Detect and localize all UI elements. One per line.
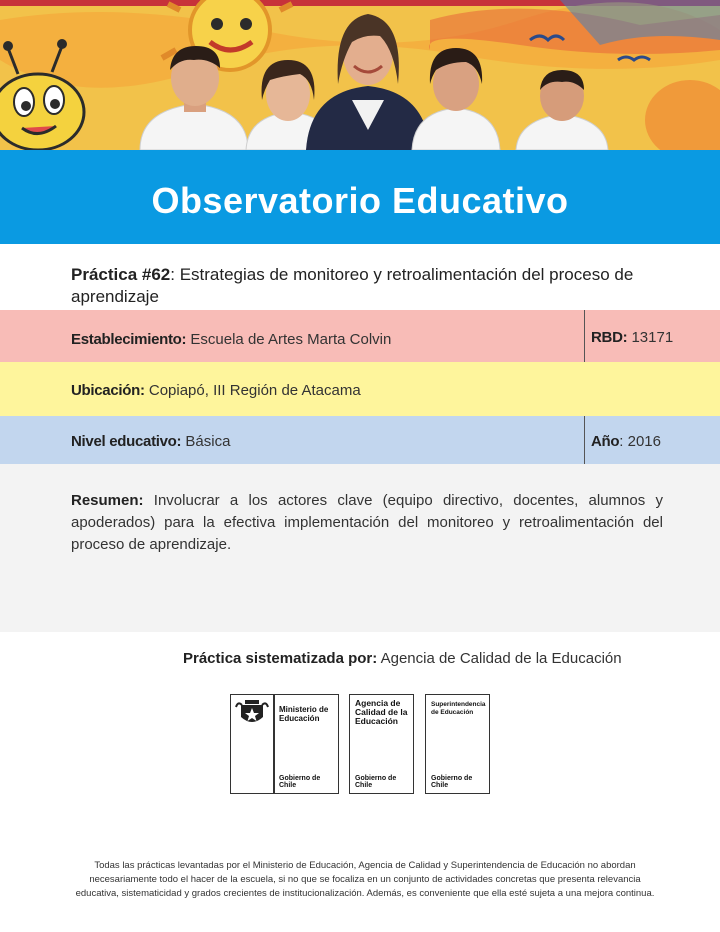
nivel-label: Nivel educativo: bbox=[71, 433, 182, 450]
footer-line-2: necesariamente todo el hacer de la escuela, si no que se focaliza en un conjunto de actividades concretas que presenta relevancia bbox=[89, 874, 641, 885]
agencia-logo bbox=[349, 694, 414, 794]
chile-coat-of-arms-icon bbox=[235, 699, 269, 729]
hero-illustration bbox=[0, 0, 720, 150]
row-nivel-educativo bbox=[0, 416, 720, 464]
anio-value: : 2016 bbox=[619, 433, 661, 450]
row-establecimiento bbox=[0, 310, 720, 362]
row-divider bbox=[584, 310, 585, 362]
row-ubicacion bbox=[0, 362, 720, 416]
gobierno-label: Gobierno de Chile bbox=[431, 775, 473, 789]
rbd-value: 13171 bbox=[631, 329, 674, 346]
ubicacion-value: Copiapó, III Región de Atacama bbox=[148, 382, 361, 399]
gobierno-label: Gobierno de Chile bbox=[355, 775, 397, 789]
practice-title bbox=[71, 264, 671, 308]
summary-label: Resumen: bbox=[71, 492, 144, 509]
establecimiento-value: Escuela de Artes Marta Colvin bbox=[190, 331, 392, 348]
footer-line-1: Todas las prácticas levantadas por el Ministerio de Educación, Agencia de Calidad y Superintendencia de Educación no abordan bbox=[94, 860, 636, 871]
systematized-by bbox=[183, 650, 622, 667]
footer-line-3: educativa, sistematicidad y grados crecientes de institucionalización. Además, es conveniente que ella esté sujeta a una mejora continua. bbox=[75, 888, 655, 899]
nivel-value: Básica bbox=[185, 433, 231, 450]
title-banner bbox=[0, 150, 720, 244]
agencia-name: Agencia de Calidad de la Educación bbox=[355, 698, 408, 726]
summary-section bbox=[0, 464, 720, 632]
summary-text: Involucrar a los actores clave (equipo directivo, docentes, alumnos y apoderados) para la efectiva implementación del monitoreo y retroalimentación del proceso de aprendizaje. bbox=[71, 492, 663, 553]
logo-divider bbox=[273, 695, 275, 793]
ministerio-logo bbox=[230, 694, 339, 794]
hero-photo bbox=[0, 0, 720, 150]
establecimiento-label: Establecimiento: bbox=[71, 331, 187, 348]
page-title: Observatorio Educativo bbox=[151, 180, 569, 221]
footer-disclaimer bbox=[60, 859, 670, 901]
superintendencia-name: Superintendencia de Educación bbox=[431, 701, 486, 716]
systematized-label: Práctica sistematizada por: bbox=[183, 650, 378, 667]
superintendencia-logo bbox=[425, 694, 490, 794]
summary-paragraph bbox=[71, 490, 663, 556]
gobierno-label: Gobierno de Chile bbox=[279, 775, 321, 789]
ubicacion-label: Ubicación: bbox=[71, 382, 145, 399]
row-divider bbox=[584, 416, 585, 464]
rbd-label: RBD: bbox=[591, 329, 628, 346]
practice-name: : Estrategias de monitoreo y retroalimentación del proceso de aprendizaje bbox=[71, 265, 634, 306]
anio-label: Año bbox=[591, 433, 620, 450]
ministerio-name: Ministerio de Educación bbox=[279, 705, 329, 723]
practice-number: Práctica #62 bbox=[71, 265, 171, 284]
systematized-value: Agencia de Calidad de la Educación bbox=[380, 650, 622, 667]
